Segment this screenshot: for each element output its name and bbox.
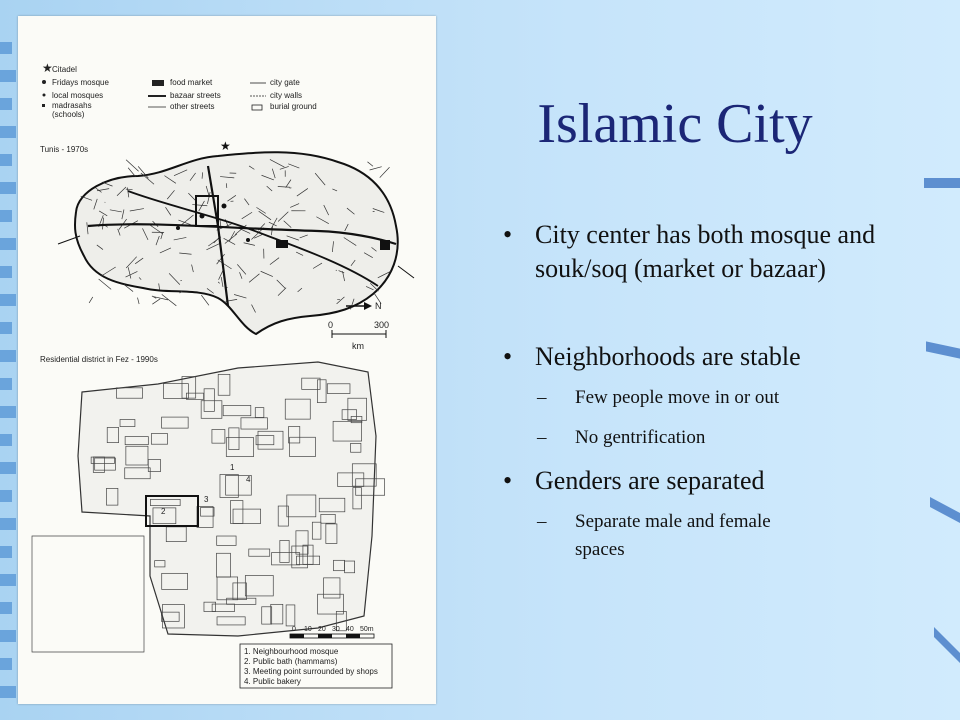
marker-1: 1	[230, 463, 235, 472]
scale-bottom-30: 30	[332, 626, 340, 633]
bullet-2: • Neighborhoods are stable	[495, 340, 895, 374]
legend-fridays-mosque: Fridays mosque	[52, 78, 109, 87]
scale-top-unit: km	[352, 341, 364, 351]
legend-city-walls: city walls	[270, 91, 303, 100]
legend-madrasahs: madrasahs	[52, 101, 92, 110]
city-maps-figure	[18, 16, 436, 704]
fez-legend-4: 4. Public bakery	[244, 677, 301, 686]
north-arrow-icon	[364, 302, 372, 310]
legend-citadel: Citadel	[52, 65, 77, 74]
marker-3: 3	[204, 495, 209, 504]
fez-map	[32, 362, 385, 652]
north-label: N	[375, 301, 382, 311]
scale-top-0: 0	[328, 320, 334, 330]
marker-4: 4	[246, 475, 251, 484]
legend-local-mosques: local mosques	[52, 91, 104, 100]
sub-bullet-2-2: – No gentrification	[495, 424, 895, 452]
legend-burial-ground: burial ground	[270, 102, 317, 111]
marker-2: 2	[161, 507, 166, 516]
scale-bottom-0: 0	[292, 626, 296, 633]
bullet-3: • Genders are separated	[495, 464, 895, 498]
citadel-star-icon: ★	[42, 61, 53, 75]
legend-city-gate: city gate	[270, 78, 300, 87]
tunis-caption: Tunis - 1970s	[40, 145, 89, 154]
legend-food-market: food market	[170, 78, 213, 87]
legend-bazaar-streets: bazaar streets	[170, 91, 221, 100]
bullet-1: • City center has both mosque and souk/soq (market or bazaar)	[495, 218, 895, 286]
legend-other-streets: other streets	[170, 102, 215, 111]
fez-legend-1: 1. Neighbourhood mosque	[244, 647, 339, 656]
citadel-marker-icon: ★	[220, 139, 231, 153]
legend-schools: (schools)	[52, 110, 85, 119]
scale-bottom-50m: 50m	[360, 626, 374, 633]
scale-bottom-20: 20	[318, 626, 326, 633]
fez-legend-2: 2. Public bath (hammams)	[244, 657, 338, 666]
sub-bullet-2-1: – Few people move in or out	[495, 384, 895, 412]
fez-legend-3: 3. Meeting point surrounded by shops	[244, 667, 378, 676]
fez-caption: Residential district in Fez - 1990s	[40, 355, 158, 364]
tunis-map	[58, 139, 414, 334]
scale-bottom-40: 40	[346, 626, 354, 633]
sub-bullet-3-1: – Separate male and female spaces	[495, 508, 815, 564]
scale-bottom-10: 10	[304, 626, 312, 633]
scale-top-300: 300	[374, 320, 390, 330]
right-ribbon-decoration	[920, 0, 960, 720]
slide-title: Islamic City	[537, 93, 813, 155]
